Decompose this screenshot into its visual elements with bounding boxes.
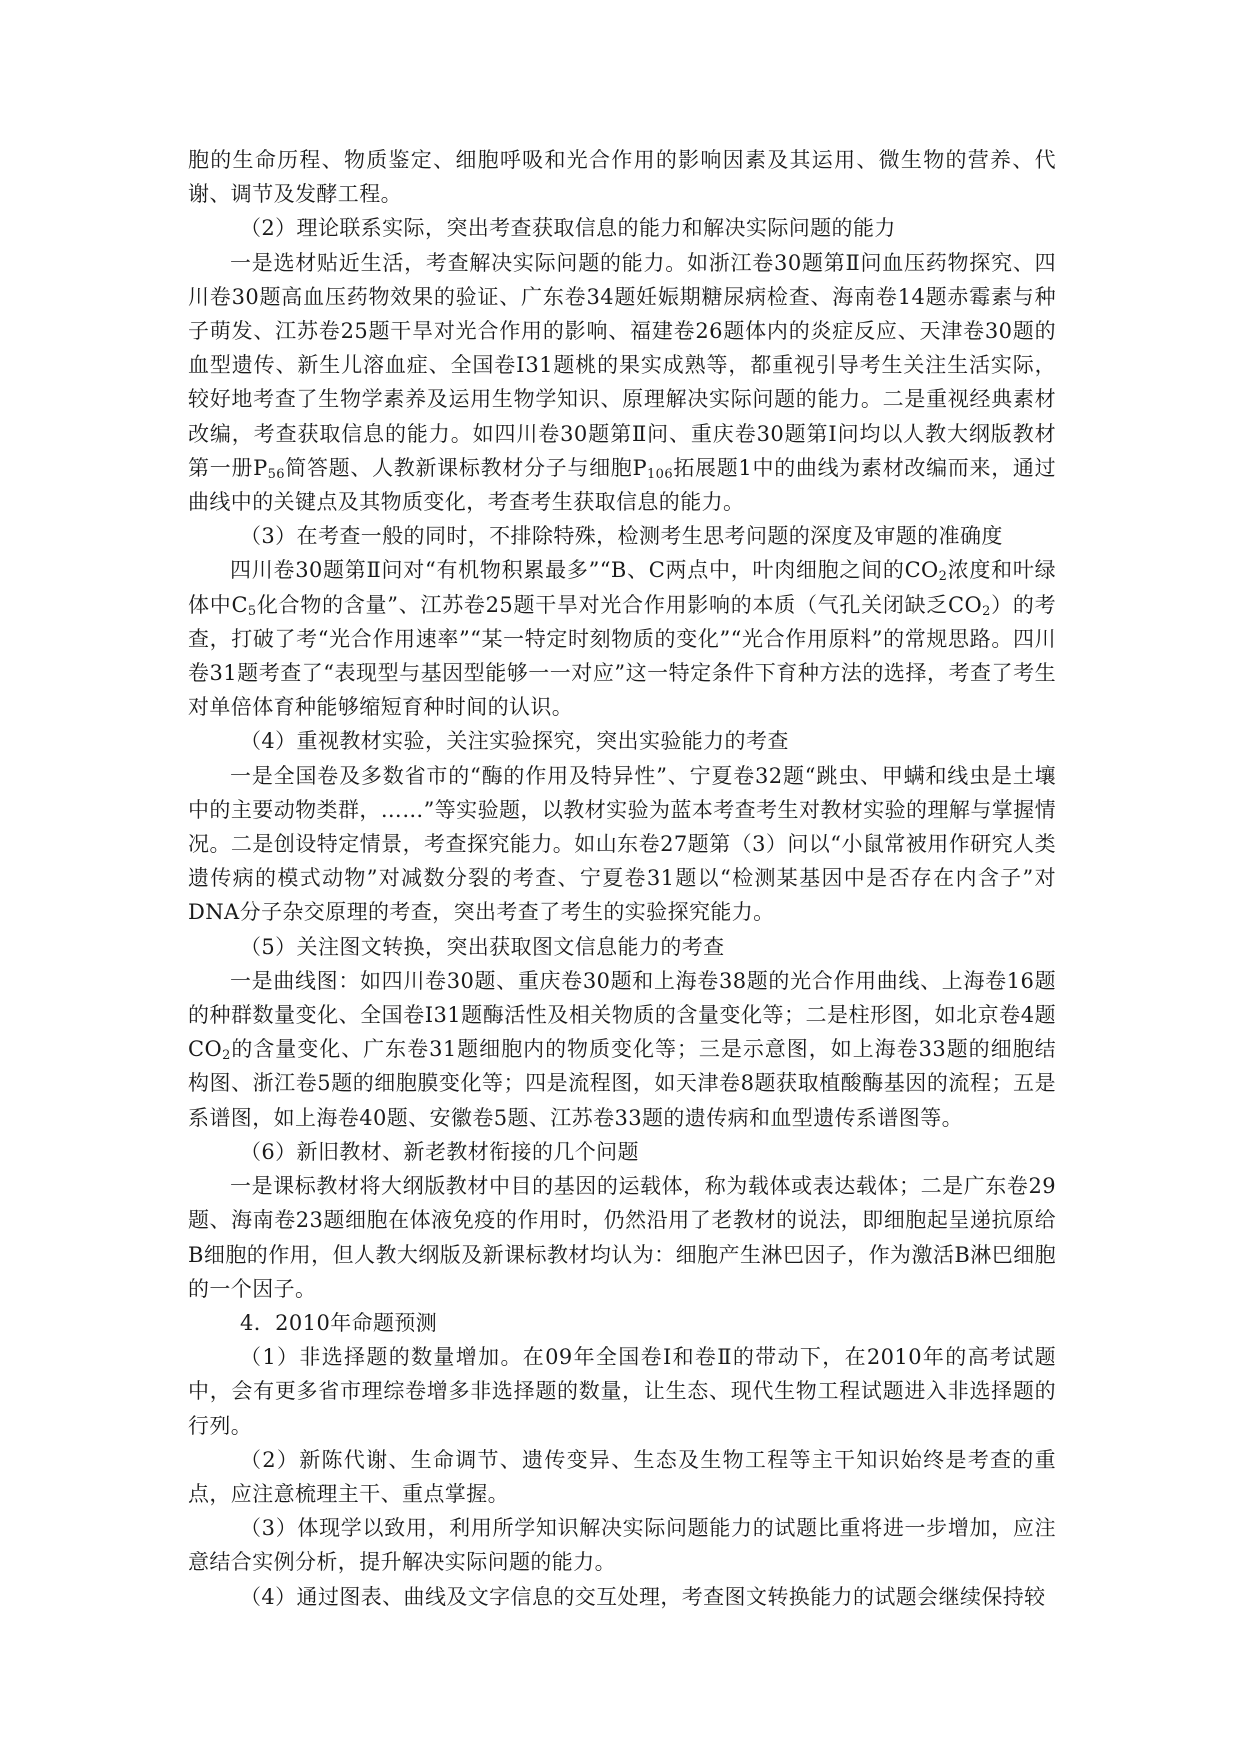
- section-heading: [188, 1443, 1056, 1511]
- body-paragraph: [188, 143, 1056, 211]
- section-heading: [188, 519, 1056, 553]
- text-run: 四川卷30题第Ⅱ问对“有机物积累最多”“B、C两点中，叶肉细胞之间的CO: [230, 558, 939, 583]
- text-run: （6）新旧教材、新老教材衔接的几个问题: [240, 1139, 639, 1164]
- text-run: 胞的生命历程、物质鉴定、细胞呼吸和光合作用的影响因素及其运用、微生物的营养、代谢、调节及发酵工程。: [188, 148, 1056, 207]
- document-page: [188, 143, 1056, 1614]
- text-run: 拓展题1中的曲线为素材改编而来，通过曲线中的关键点及其物质变化，考查考生获取信息的能力。: [188, 455, 1056, 515]
- text-run: （3）体现学以致用，利用所学知识解决实际问题能力的试题比重将进一步增加，应注意结合实例分析，提升解决实际问题的能力。: [188, 1516, 1056, 1575]
- text-run: （2）理论联系实际，突出考查获取信息的能力和解决实际问题的能力: [240, 216, 896, 241]
- text-run: 一是全国卷及多数省市的“酶的作用及特异性”、宁夏卷32题“跳虫、甲螨和线虫是土壤中的主要动物类群，……”等实验题，以教材实验为蓝本考查考生对教材实验的理解与掌握情况。二是创设特定情景，考查探究能力。如山东卷27题第（3）问以“小鼠常被用作研究人类遗传病的模式动物”对减数分裂的考查、宁夏卷31题以“检测某基因中是否存在内含子”对DNA分子杂交原理的考查，突出考查了考生的实验探究能力。: [188, 763, 1056, 925]
- text-run: （4）通过图表、曲线及文字信息的交互处理，考查图文转换能力的试题会继续保持较: [240, 1584, 1046, 1609]
- text-run: 4．2010年命题预测: [240, 1310, 438, 1335]
- text-run: ）的考查，打破了考“光合作用速率”“某一特定时刻物质的变化”“光合作用原料”的常规思路。四川卷31题考查了“表现型与基因型能够一一对应”这一特定条件下育种方法的选择，考查了考生对单倍体育种能够缩短育种时间的认识。: [188, 592, 1056, 720]
- subscript-text: 2: [938, 569, 948, 585]
- subscript-text: 2: [982, 603, 991, 619]
- section-heading: [188, 1511, 1056, 1579]
- text-run: 一是曲线图：如四川卷30题、重庆卷30题和上海卷38题的光合作用曲线、上海卷16题的种群数量变化、全国卷Ⅰ31题酶活性及相关物质的含量变化等；二是柱形图，如北京卷4题CO: [188, 968, 1056, 1062]
- body-paragraph: [188, 553, 1056, 724]
- subscript-text: 56: [267, 466, 285, 482]
- text-run: （1）非选择题的数量增加。在09年全国卷Ⅰ和卷Ⅱ的带动下，在2010年的高考试题中，会有更多省市理综卷增多非选择题的数量，让生态、现代生物工程试题进入非选择题的行列。: [188, 1345, 1056, 1438]
- body-paragraph: [188, 1169, 1056, 1306]
- text-run: 化合物的含量”、江苏卷25题干旱对光合作用影响的本质（气孔关闭缺乏CO: [256, 592, 983, 617]
- text-run: 浓度和叶绿体中C: [188, 558, 1057, 617]
- body-paragraph: [188, 246, 1056, 520]
- subscript-text: 2: [222, 1048, 231, 1064]
- section-heading: [188, 1580, 1056, 1614]
- section-heading: [188, 1340, 1056, 1443]
- section-heading: [188, 724, 1056, 758]
- subscript-text: 106: [647, 466, 674, 482]
- text-run: 的含量变化、广东卷31题细胞内的物质变化等；三是示意图，如上海卷33题的细胞结构图、浙江卷5题的细胞膜变化等；四是流程图，如天津卷8题获取植酸酶基因的流程；五是系谱图，如上海卷40题、安徽卷5题、江苏卷33题的遗传病和血型遗传系谱图等。: [188, 1037, 1056, 1130]
- text-run: （4）重视教材实验，关注实验探究，突出实验能力的考查: [240, 729, 789, 754]
- text-run: （5）关注图文转换，突出获取图文信息能力的考查: [240, 934, 725, 959]
- text-run: （2）新陈代谢、生命调节、遗传变异、生态及生物工程等主干知识始终是考查的重点，应注意梳理主干、重点掌握。: [188, 1447, 1056, 1506]
- text-run: 一是课标教材将大纲版教材中目的基因的运载体，称为载体或表达载体；二是广东卷29题、海南卷23题细胞在体液免疫的作用时，仍然沿用了老教材的说法，即细胞起呈递抗原给B细胞的作用，但人教大纲版及新课标教材均认为：细胞产生淋巴因子，作为激活B淋巴细胞的一个因子。: [188, 1174, 1056, 1301]
- section-heading: [188, 211, 1056, 245]
- section-heading: [188, 1306, 1056, 1340]
- subscript-text: 5: [247, 603, 257, 619]
- section-heading: [188, 1135, 1056, 1169]
- body-paragraph: [188, 759, 1056, 930]
- text-run: （3）在考查一般的同时，不排除特殊，检测考生思考问题的深度及审题的准确度: [240, 524, 1003, 549]
- text-run: 简答题、人教新课标教材分子与细胞P: [284, 455, 648, 480]
- body-paragraph: [188, 964, 1056, 1135]
- text-run: 一是选材贴近生活，考查解决实际问题的能力。如浙江卷30题第Ⅱ问血压药物探究、四川卷30题高血压药物效果的验证、广东卷34题妊娠期糖尿病检查、海南卷14题赤霉素与种子萌发、江苏卷25题干旱对光合作用的影响、福建卷26题体内的炎症反应、天津卷30题的血型遗传、新生儿溶血症、全国卷Ⅰ31题桃的果实成熟等，都重视引导考生关注生活实际，较好地考查了生物学素养及运用生物学知识、原理解决实际问题的能力。二是重视经典素材改编，考查获取信息的能力。如四川卷30题第Ⅱ问、重庆卷30题第Ⅰ问均以人教大纲版教材第一册P: [188, 250, 1056, 480]
- section-heading: [188, 930, 1056, 964]
